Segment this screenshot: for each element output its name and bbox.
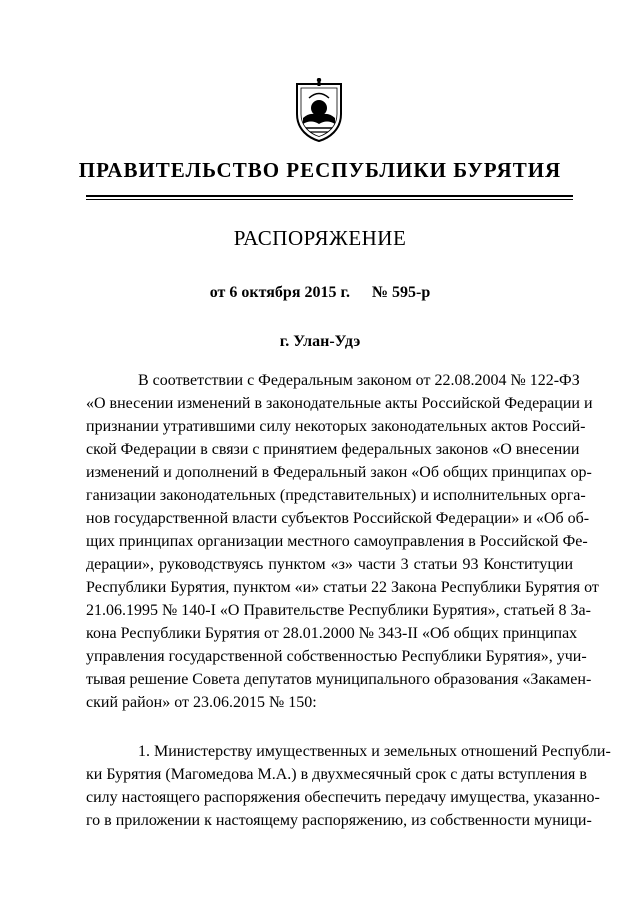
organization-title: ПРАВИТЕЛЬСТВО РЕСПУБЛИКИ БУРЯТИЯ — [78, 158, 562, 182]
text-line: го в приложении к настоящему распоряжению, из собственности муници- — [86, 812, 592, 829]
paragraph-item-1 — [86, 740, 611, 832]
text-line: ки Бурятия (Магомедова М.А.) в двухмесячный срок с даты вступления в — [86, 766, 587, 783]
text-line: ской Федерации в связи с принятием федеральных законов «О внесении — [86, 441, 580, 458]
text-line: 21.06.1995 № 140-I «О Правительстве Республики Бурятия», статьей 8 За- — [86, 602, 591, 619]
header-rule-thick — [86, 195, 573, 197]
text-line: 1. Министерству имущественных и земельных отношений Республи- — [138, 743, 611, 760]
text-line: тывая решение Совета депутатов муниципального образования «Закамен- — [86, 671, 592, 688]
text-line: «О внесении изменений в законодательные акты Российской Федерации и — [86, 395, 593, 412]
text-line: изменений и дополнений в Федеральный закон «Об общих принципах ор- — [86, 464, 592, 481]
text-line: силу настоящего распоряжения обеспечить передачу имущества, указанно- — [86, 789, 600, 806]
text-line: щих принципах организации местного самоуправления в Российской Фе- — [86, 533, 588, 550]
header-rule-thin — [86, 199, 573, 200]
document-place: г. Улан-Удэ — [279, 333, 361, 350]
text-line: признании утратившими силу некоторых законодательных актов Россий- — [86, 418, 586, 435]
text-line: кона Республики Бурятия от 28.01.2000 № 343-II «Об общих принципах — [86, 625, 578, 642]
paragraph-preamble — [86, 369, 599, 714]
text-line: ский район» от 23.06.2015 № 150: — [86, 694, 317, 711]
document-date: от 6 октября 2015 г. — [209, 284, 350, 301]
document-type: РАСПОРЯЖЕНИЕ — [233, 226, 407, 250]
text-line: управления государственной собственностью Республики Бурятия», учи- — [86, 648, 587, 665]
text-line: дерации», руководствуясь пунктом «з» части 3 статьи 93 Конституции — [86, 556, 573, 573]
coat-of-arms-icon — [293, 78, 345, 142]
text-line: ганизации законодательных (представительных) и исполнительных орга- — [86, 487, 586, 504]
document-date-line — [0, 284, 640, 302]
text-line: В соответствии с Федеральным законом от 22.08.2004 № 122-ФЗ — [138, 372, 580, 389]
text-line: нов государственной власти субъектов Российской Федерации» и «Об об- — [86, 510, 590, 527]
document-number: № 595-р — [371, 284, 431, 301]
text-line: Республики Бурятия, пунктом «и» статьи 22 Закона Республики Бурятия от — [86, 579, 599, 596]
